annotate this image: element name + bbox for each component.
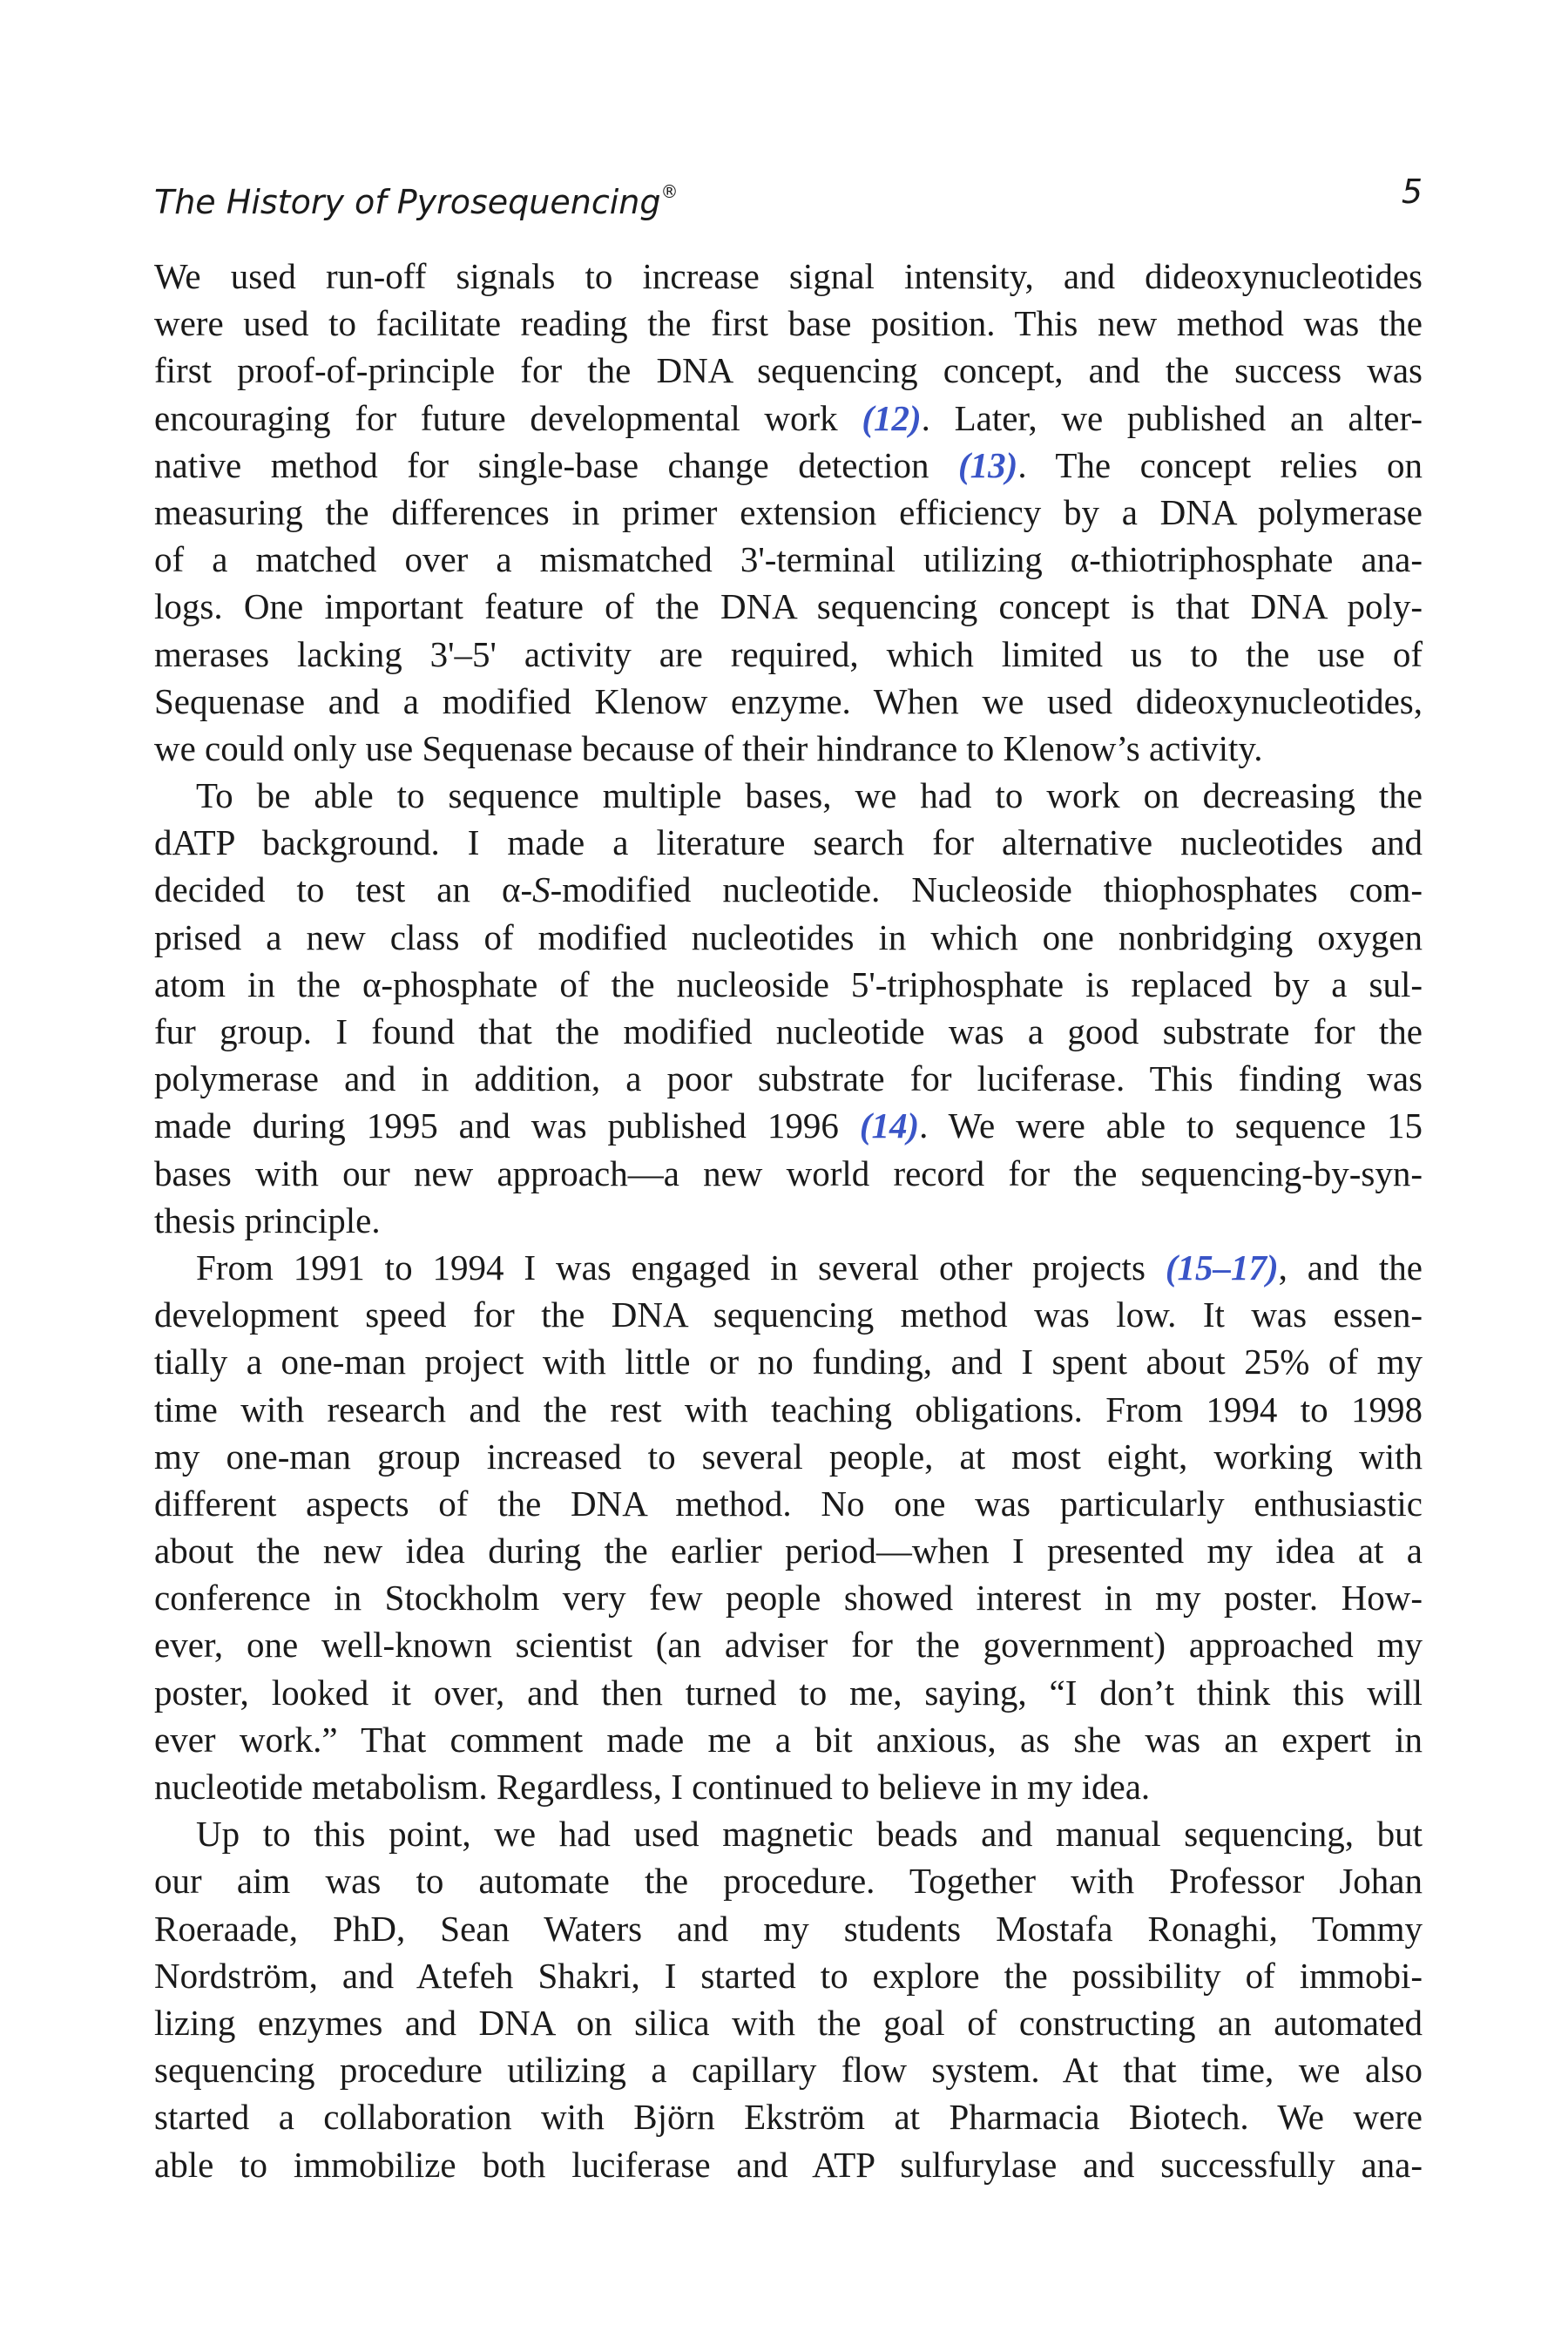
text-line — [154, 1197, 1423, 1244]
page-number: 5 — [1401, 172, 1423, 211]
text-segment: fur group. I found that the modified nucleotide was a good substrate for the — [154, 1011, 1423, 1051]
text-line — [154, 772, 1423, 819]
text-line — [154, 489, 1423, 536]
text-segment: thesis principle. — [154, 1200, 381, 1240]
italic-text: S — [532, 869, 551, 910]
text-line — [154, 253, 1423, 300]
text-line — [154, 1716, 1423, 1763]
text-segment: logs. One important feature of the DNA sequencing concept is that DNA poly- — [154, 586, 1423, 627]
text-segment: able to immobilize both luciferase and ATP sulfurylase and successfully ana- — [154, 2144, 1423, 2185]
text-segment: tially a one-man project with little or no funding, and I spent about 25% of my — [154, 1342, 1423, 1382]
text-segment: nucleotide metabolism. Regardless, I continued to believe in my idea. — [154, 1767, 1151, 1807]
text-line — [154, 819, 1423, 866]
text-line — [154, 1810, 1423, 1857]
paragraph — [154, 1810, 1423, 2188]
text-line — [154, 1621, 1423, 1668]
text-segment: conference in Stockholm very few people showed interest in my poster. How- — [154, 1578, 1423, 1619]
text-segment: ever work.” That comment made me a bit anxious, as she was an expert in — [154, 1719, 1423, 1760]
citation-ref: ) — [907, 1105, 920, 1146]
text-segment: native method for single-base change detection — [154, 444, 958, 485]
running-head-title-text: The History of Pyrosequencing — [154, 183, 661, 221]
registered-mark: ® — [660, 181, 679, 202]
text-segment: we could only use Sequenase because of their hindrance to Klenow’s activity. — [154, 727, 1263, 768]
text-line — [154, 631, 1423, 678]
text-line — [154, 2093, 1423, 2140]
text-segment: . We were able to sequence 15 — [919, 1105, 1423, 1146]
citation-ref: ( — [958, 444, 970, 485]
text-line — [154, 866, 1423, 913]
citation-ref: ) — [1005, 444, 1018, 485]
text-segment: We used run-off signals to increase signal intensity, and dideoxynucleotides — [154, 256, 1423, 296]
text-segment: started a collaboration with Björn Ekström at Pharmacia Biotech. We were — [154, 2097, 1423, 2138]
text-segment: ever, one well-known scientist (an adviser for the government) approached my — [154, 1625, 1423, 1666]
text-segment: , and the — [1278, 1247, 1423, 1288]
text-segment: measuring the differences in primer extension efficiency by a DNA polymerase — [154, 491, 1423, 532]
text-segment: development speed for the DNA sequencing method was low. It was essen- — [154, 1294, 1423, 1335]
text-segment: polymerase and in addition, a poor substrate for luciferase. This finding was — [154, 1058, 1423, 1099]
citation-ref[interactable]: 13 — [970, 444, 1006, 485]
citation-ref: ( — [862, 397, 874, 438]
text-line — [154, 678, 1423, 725]
text-segment: dATP background. I made a literature search for alternative nucleotides and — [154, 822, 1423, 863]
text-segment: poster, looked it over, and then turned to me, saying, “I don’t think this will — [154, 1672, 1423, 1713]
text-segment: From 1991 to 1994 I was engaged in several other projects — [196, 1247, 1166, 1288]
text-line — [154, 914, 1423, 961]
text-line — [154, 1055, 1423, 1102]
text-line — [154, 2141, 1423, 2188]
citation-ref: ) — [1266, 1247, 1279, 1288]
text-segment: . Later, we published an alter- — [921, 397, 1423, 438]
text-line — [154, 1102, 1423, 1149]
paragraph — [154, 1244, 1423, 1810]
text-segment: made during 1995 and was published 1996 — [154, 1105, 860, 1146]
text-line — [154, 1574, 1423, 1621]
citation-ref[interactable]: 14 — [871, 1105, 908, 1146]
text-line — [154, 1433, 1423, 1480]
text-segment: Up to this point, we had used magnetic beads and manual sequencing, but — [196, 1814, 1423, 1855]
body-text — [154, 253, 1423, 2188]
text-line — [154, 1952, 1423, 1999]
text-line — [154, 1480, 1423, 1527]
paragraph — [154, 772, 1423, 1244]
text-line — [154, 1150, 1423, 1197]
text-segment: time with research and the rest with teaching obligations. From 1994 to 1998 — [154, 1389, 1423, 1429]
text-line — [154, 1905, 1423, 1952]
text-line — [154, 1386, 1423, 1433]
text-line — [154, 1291, 1423, 1338]
text-segment: -modified nucleotide. Nucleoside thiophosphates com- — [550, 869, 1423, 910]
citation-ref: ( — [1165, 1247, 1178, 1288]
text-segment: To be able to sequence multiple bases, we had to work on decreasing the — [196, 775, 1423, 816]
text-line — [154, 347, 1423, 394]
text-line — [154, 300, 1423, 347]
paragraph — [154, 253, 1423, 772]
text-segment: atom in the α-phosphate of the nucleoside 5'-triphosphate is replaced by a sul- — [154, 963, 1423, 1004]
text-line — [154, 1008, 1423, 1055]
text-segment: Roeraade, PhD, Sean Waters and my students Mostafa Ronaghi, Tommy — [154, 1908, 1423, 1949]
text-segment: encouraging for future developmental work — [154, 397, 862, 438]
text-line — [154, 1999, 1423, 2046]
citation-ref[interactable]: 12 — [874, 397, 909, 438]
text-line — [154, 961, 1423, 1008]
citation-ref[interactable]: 15–17 — [1177, 1247, 1267, 1288]
text-line — [154, 1338, 1423, 1385]
text-segment: my one-man group increased to several people, at most eight, working with — [154, 1436, 1423, 1477]
running-head-title — [154, 167, 679, 226]
text-line — [154, 442, 1423, 489]
text-segment: Sequenase and a modified Klenow enzyme. When we used dideoxynucleotides, — [154, 680, 1423, 721]
text-line — [154, 536, 1423, 583]
text-segment: were used to facilitate reading the first base position. This new method was the — [154, 303, 1423, 344]
text-segment: about the new idea during the earlier period—when I presented my idea at a — [154, 1531, 1423, 1571]
text-line — [154, 1857, 1423, 1904]
text-segment: bases with our new approach—a new world record for the sequencing-by-syn- — [154, 1152, 1423, 1193]
text-line — [154, 1669, 1423, 1716]
text-segment: decided to test an α- — [154, 869, 533, 910]
text-line — [154, 725, 1423, 772]
text-segment: our aim was to automate the procedure. Together with Professor Johan — [154, 1861, 1423, 1902]
text-segment: sequencing procedure utilizing a capillary flow system. At that time, we also — [154, 2050, 1423, 2091]
text-line — [154, 2046, 1423, 2093]
text-line — [154, 1527, 1423, 1574]
text-line — [154, 395, 1423, 442]
citation-ref: ( — [859, 1105, 872, 1146]
text-segment: first proof-of-principle for the DNA sequencing concept, and the success was — [154, 350, 1423, 391]
text-line — [154, 583, 1423, 630]
text-segment: prised a new class of modified nucleotides in which one nonbridging oxygen — [154, 916, 1423, 957]
text-segment: . The concept relies on — [1017, 444, 1423, 485]
text-segment: lizing enzymes and DNA on silica with the goal of constructing an automated — [154, 2002, 1423, 2043]
running-head — [154, 167, 1423, 221]
citation-ref: ) — [909, 397, 922, 438]
text-line — [154, 1763, 1423, 1810]
text-segment: of a matched over a mismatched 3'-terminal utilizing α-thiotriphosphate ana- — [154, 539, 1423, 580]
text-segment: different aspects of the DNA method. No one was particularly enthusiastic — [154, 1483, 1423, 1524]
text-line — [154, 1244, 1423, 1291]
text-segment: Nordström, and Atefeh Shakri, I started to explore the possibility of immobi- — [154, 1955, 1423, 1996]
text-segment: merases lacking 3'–5' activity are required, which limited us to the use of — [154, 633, 1423, 674]
